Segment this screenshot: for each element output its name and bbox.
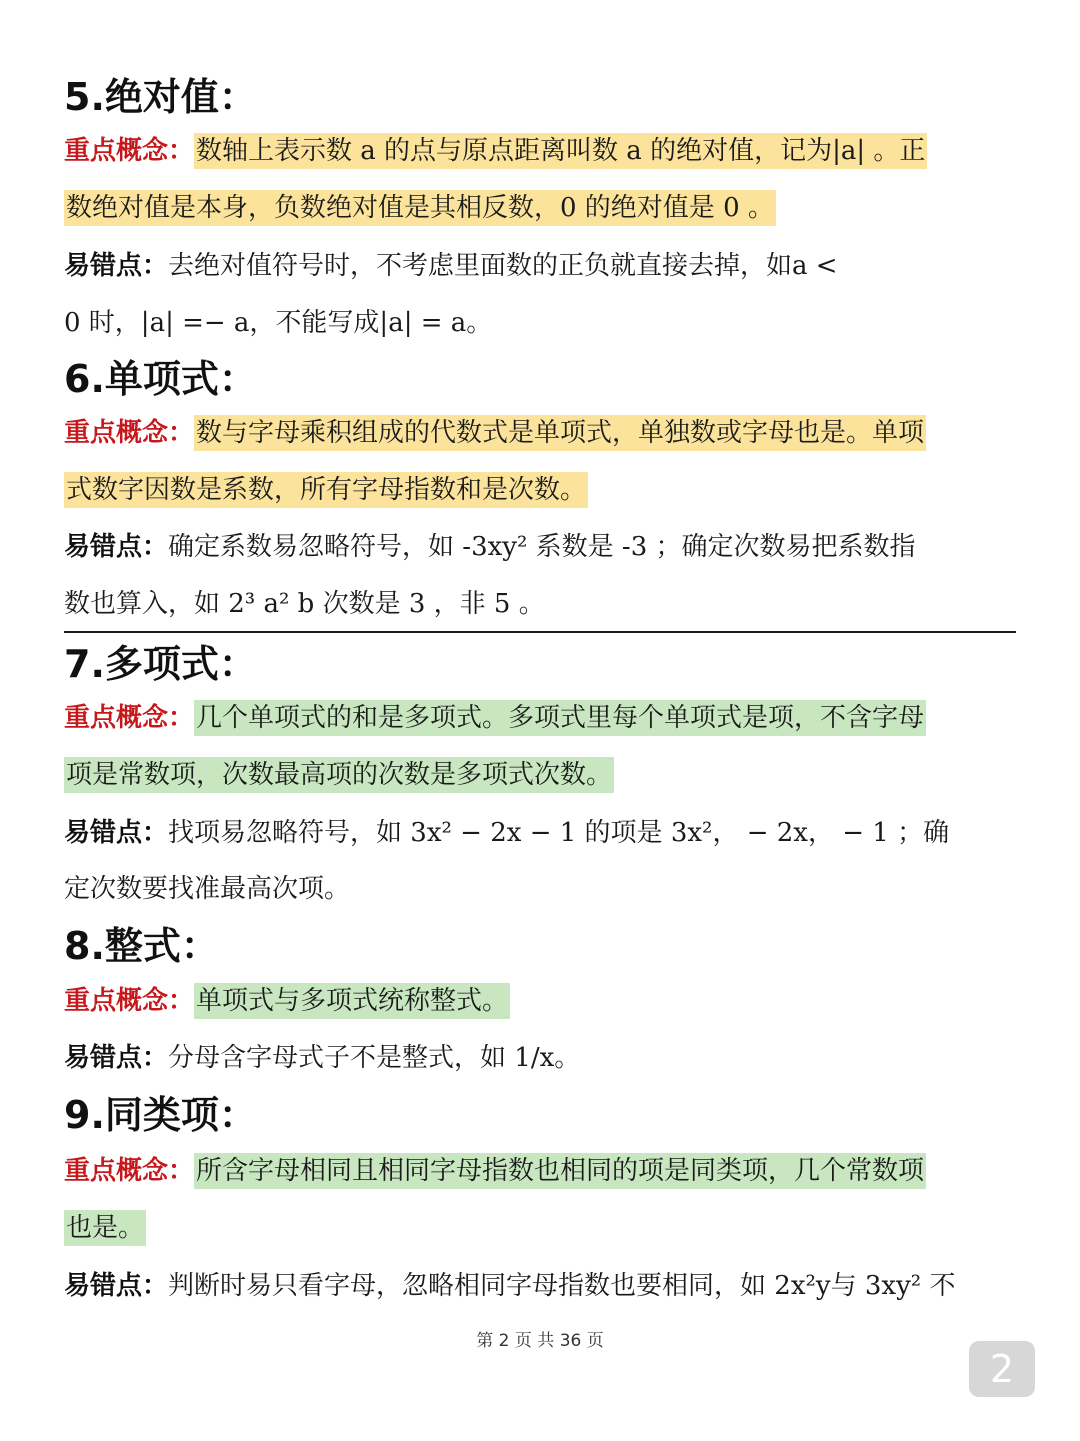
error-text: 分母含字母式子不是整式，如 1/x。 <box>168 1043 581 1073</box>
concept-text: 数绝对值是本身，负数绝对值是其相反数，0 的绝对值是 0 。 <box>64 190 776 226</box>
concept-line <box>64 755 1016 795</box>
section-heading-integral-expression: 8.整式： <box>64 924 219 968</box>
concept-text: 单项式与多项式统称整式。 <box>194 983 510 1019</box>
concept-line <box>64 1151 1016 1191</box>
concept-text: 数轴上表示数 a 的点与原点距离叫数 a 的绝对值，记为|a| 。正 <box>194 133 927 169</box>
error-text: 判断时易只看字母，忽略相同字母指数也要相同，如 2x²y与 3xy² 不 <box>168 1271 956 1301</box>
concept-text: 项是常数项，次数最高项的次数是多项式次数。 <box>64 757 614 793</box>
concept-label: 重点概念： <box>64 986 195 1016</box>
concept-text: 数与字母乘积组成的代数式是单项式，单独数或字母也是。单项 <box>194 415 926 451</box>
error-label: 易错点： <box>64 532 169 562</box>
error-label: 易错点： <box>64 251 169 281</box>
concept-label: 重点概念： <box>64 418 195 448</box>
error-text: 数也算入，如 2³ a² b 次数是 3 ，非 5 。 <box>64 589 545 619</box>
concept-line <box>64 131 1016 171</box>
error-label: 易错点： <box>64 1271 169 1301</box>
error-label: 易错点： <box>64 818 169 848</box>
error-line <box>64 813 1016 853</box>
page-footer: 第 2 页 共 36 页 <box>476 1331 604 1351</box>
section-divider <box>64 631 1016 633</box>
concept-line <box>64 1208 1016 1248</box>
section-heading-absolute-value: 5.绝对值： <box>64 75 257 119</box>
section-heading-monomial: 6.单项式： <box>64 357 257 401</box>
error-text: 0 时，|a| =− a，不能写成|a| = a。 <box>64 308 493 338</box>
section-heading-like-terms: 9.同类项： <box>64 1093 257 1137</box>
concept-text: 式数字因数是系数，所有字母指数和是次数。 <box>64 472 588 508</box>
page-number-badge[interactable]: 2 <box>969 1341 1035 1397</box>
error-text: 去绝对值符号时，不考虑里面数的正负就直接去掉，如a < <box>168 251 838 281</box>
error-text: 找项易忽略符号，如 3x² − 2x − 1 的项是 3x²， − 2x， − 1 ；确 <box>168 818 950 848</box>
concept-line <box>64 188 1016 228</box>
concept-label: 重点概念： <box>64 136 195 166</box>
error-line <box>64 1266 1016 1306</box>
error-label: 易错点： <box>64 1043 169 1073</box>
error-text: 确定系数易忽略符号，如 -3xy² 系数是 -3 ；确定次数易把系数指 <box>168 532 916 562</box>
error-text: 定次数要找准最高次项。 <box>64 874 351 904</box>
concept-label: 重点概念： <box>64 703 195 733</box>
error-line <box>64 1038 1016 1078</box>
concept-label: 重点概念： <box>64 1156 195 1186</box>
concept-line <box>64 981 1016 1021</box>
error-line <box>64 869 1016 909</box>
concept-line <box>64 470 1016 510</box>
concept-text: 所含字母相同且相同字母指数也相同的项是同类项，几个常数项 <box>194 1153 926 1189</box>
concept-line <box>64 698 1016 738</box>
section-heading-polynomial: 7.多项式： <box>64 642 257 686</box>
concept-line <box>64 413 1016 453</box>
error-line <box>64 527 1016 567</box>
concept-text: 几个单项式的和是多项式。多项式里每个单项式是项，不含字母 <box>194 700 926 736</box>
error-line <box>64 246 1016 286</box>
concept-text: 也是。 <box>64 1210 146 1246</box>
error-line <box>64 584 1016 624</box>
error-line <box>64 303 1016 343</box>
